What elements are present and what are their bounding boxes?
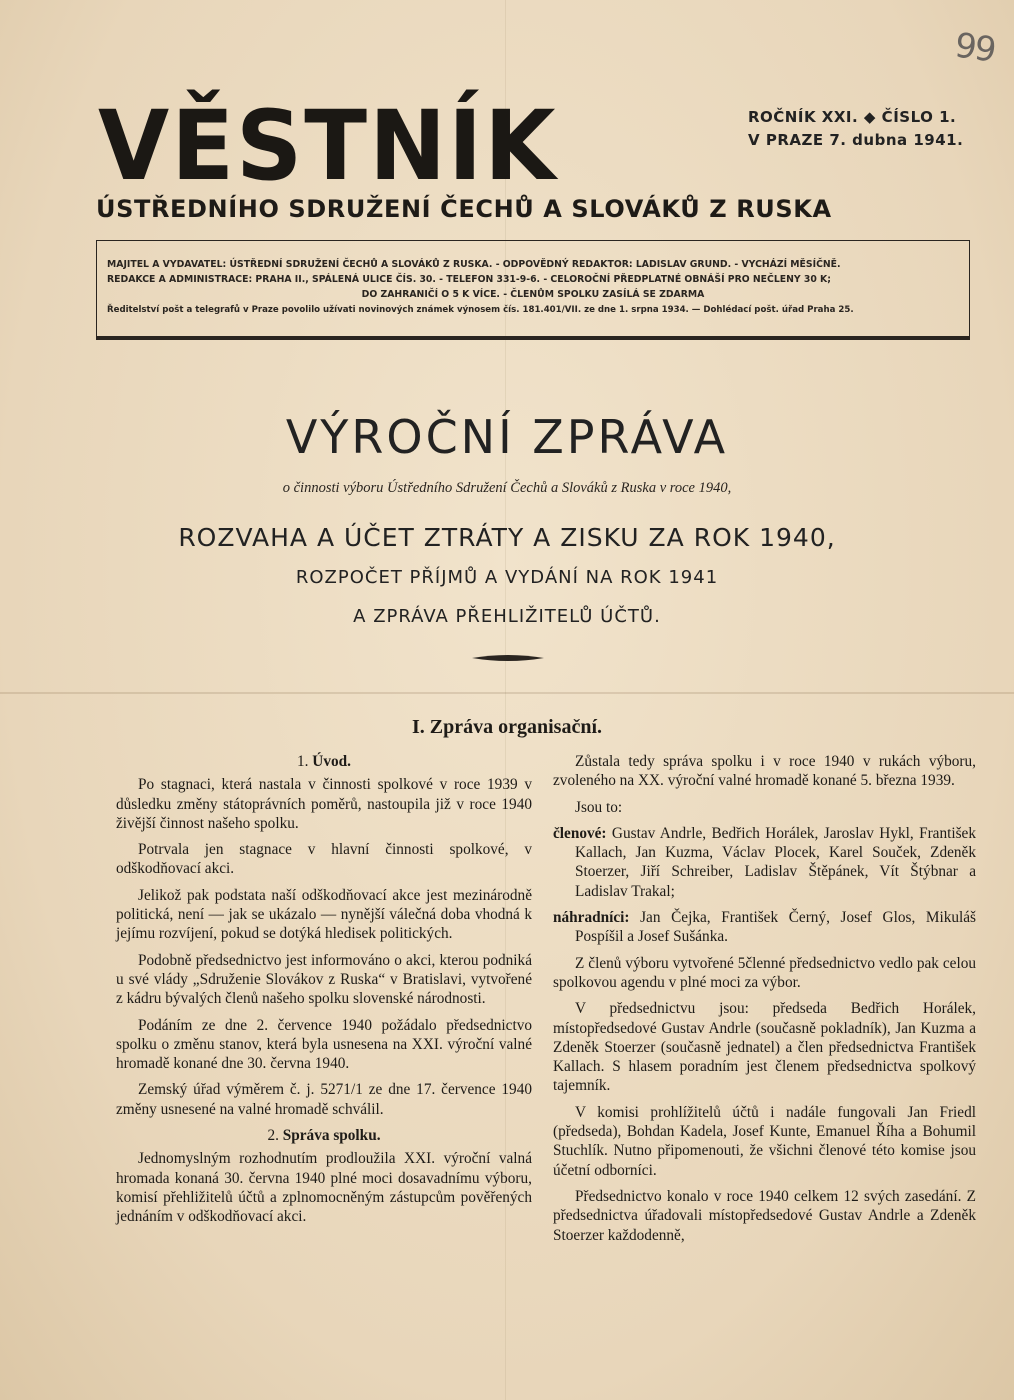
paragraph: Jsou to: [575, 798, 623, 816]
report-heading-budget: ROZPOČET PŘÍJMŮ A VYDÁNÍ NA ROK 1941 [295, 567, 719, 588]
paragraph: Z členů výboru vytvořené 5členné předsednictvo vedlo pak celou spolkovou agendu v plné moci za výbor. [553, 954, 976, 991]
masthead-subtitle: ÚSTŘEDNÍHO SDRUŽENÍ ČECHŮ A SLOVÁKŮ Z RUSKA [96, 195, 832, 223]
postal-permit-line: Ředitelství pošt a telegrafů v Praze povolilo užívati novinových známek výnosem čís. 181.401/VII. ze dne 1. srpna 1934. — Dohlédací pošt. úřad Praha 25. [107, 305, 854, 315]
paragraph: V komisi prohlížitelů účtů i nadále fungovali Jan Friedl (předseda), Bohdan Kadela, Josef Kunte, Emanuel Říha a Bohumil Stuchlík. Nutno připomenouti, že všichni členové této komise jsou účetní odborníci. [553, 1103, 976, 1179]
issue-info [748, 106, 963, 152]
publisher-info-box [96, 240, 970, 340]
report-heading-auditors: A ZPRÁVA PŘEHLIŽITELŮ ÚČTŮ. [353, 606, 661, 627]
substitutes-label: náhradníci: [553, 909, 630, 927]
issue-volume: ROČNÍK XXI. ◆ ČÍSLO 1. [748, 108, 957, 126]
members-label: členové: [553, 824, 607, 842]
heading-text: Úvod. [312, 753, 351, 770]
heading-number: 2. [267, 1127, 283, 1145]
report-title: VÝROČNÍ ZPRÁVA [285, 410, 729, 464]
paragraph: Podobně předsednictvo jest informováno o akci, kterou podniká u své vlády „Sdruženie Slovákov z Ruska“ v Bratislavi, vytvořené z kádru bývalých členů našeho spolku slovenské národnosti. [116, 951, 532, 1008]
heading-introduction [116, 752, 532, 771]
handwritten-page-number: 99 [952, 25, 997, 71]
section-title: I. Zpráva organisační. [411, 716, 603, 738]
paragraph: Předsednictvo konalo v roce 1940 celkem 12 svých zasedání. Z předsednictva úřadovali místopředsedové Gustav Andrle a Zdeněk Stoerzer každodenně, [553, 1187, 976, 1244]
heading-administration [116, 1126, 532, 1145]
editorial-line: REDAKCE A ADMINISTRACE: PRAHA II., SPÁLENÁ ULICE ČÍS. 30. - TELEFON 331-9-6. - CELOROČNÍ PŘEDPLATNÉ OBNÁŠÍ PRO NEČLENY 30 K; [107, 274, 831, 285]
report-subtitle: o činnosti výboru Ústředního Sdružení Čechů a Slováků z Ruska v roce 1940, [282, 480, 732, 496]
issue-date: V PRAZE 7. dubna 1941. [748, 131, 964, 149]
paragraph: Podáním ze dne 2. července 1940 požádalo předsednictvo spolku o změnu stanov, která byla usnesena na XXI. výroční valné hromadě konané dne 30. června 1940. [116, 1016, 532, 1073]
heading-number: 1. [297, 753, 313, 770]
members-list [553, 824, 976, 901]
paragraph: Zemský úřad výměrem č. j. 5271/1 ze dne 17. července 1940 změny usnesené na valné hromadě schválil. [116, 1081, 532, 1118]
paragraph: Po stagnaci, která nastala v činnosti spolkové v roce 1939 v důsledku změny státoprávních poměrů, nastoupila již v roce 1940 živější činnost našeho spolku. [116, 776, 532, 832]
members-names: Gustav Andrle, Bedřich Horálek, Jaroslav Hykl, František Kallach, Jan Kuzma, Václav Plocek, Karel Souček, Zdeněk Stoerzer, Jiří Schreiber, Ladislav Štěpánek, Vít Štýbnar a Ladislav Trakal; [575, 824, 976, 900]
substitutes-names: Jan Čejka, František Černý, Josef Glos, Mikuláš Pospíšil a Josef Sušánka. [575, 909, 977, 946]
masthead-title: VĚSTNÍK [98, 89, 558, 202]
subscription-line: DO ZAHRANIČÍ O 5 K VÍCE. - ČLENŮM SPOLKU ZASÍLÁ SE ZDARMA [361, 289, 705, 300]
paragraph: Jednomyslným rozhodnutím prodloužila XXI. výroční valná hromada konaná 30. června 1940 plné moci dosavadnímu výboru, komisí přehližitelů účtů a zplnomocněným zástupcům pověřených jednáním v odškodňovací akci. [116, 1150, 532, 1226]
report-heading-balance: ROZVAHA A ÚČET ZTRÁTY A ZISKU ZA ROK 1940, [178, 523, 836, 552]
left-column [116, 752, 532, 1234]
paragraph: Jelikož pak podstata naší odškodňovací akce jest mezinárodně politická, není — jak se ukázalo — nynější válečná doba vhodná k jejímu rozvíjení, pokud se dotýká hledisek politických. [116, 886, 532, 943]
right-column [553, 752, 976, 1252]
paragraph: V předsednictvu jsou: předseda Bedřich Horálek, místopředsedové Gustav Andrle (současně pokladník), Jan Kuzma a Zdeněk Stoerzer (současně jednatel) a člen předsednictva František Kallach. S hlasem poradním jest členem předsednictva spolkový tajemník. [553, 1000, 976, 1095]
paragraph: Zůstala tedy správa spolku i v roce 1940 v rukách výboru, zvoleného na XX. výroční valné hromadě konané 5. března 1939. [553, 753, 976, 790]
substitutes-list [553, 908, 976, 947]
paper-fold-horizontal [0, 692, 1014, 694]
heading-text: Správa spolku. [282, 1127, 381, 1145]
publisher-line: MAJITEL A VYDAVATEL: ÚSTŘEDNÍ SDRUŽENÍ ČECHŮ A SLOVÁKŮ Z RUSKA. - ODPOVĚDNÝ REDAKTOR: LADISLAV GRUND. - VYCHÁZÍ MĚSÍČNĚ. [107, 259, 841, 270]
paragraph: Potrvala jen stagnace v hlavní činnosti spolkové, v odškodňovací akci. [116, 841, 532, 878]
ornament-divider [472, 652, 544, 664]
